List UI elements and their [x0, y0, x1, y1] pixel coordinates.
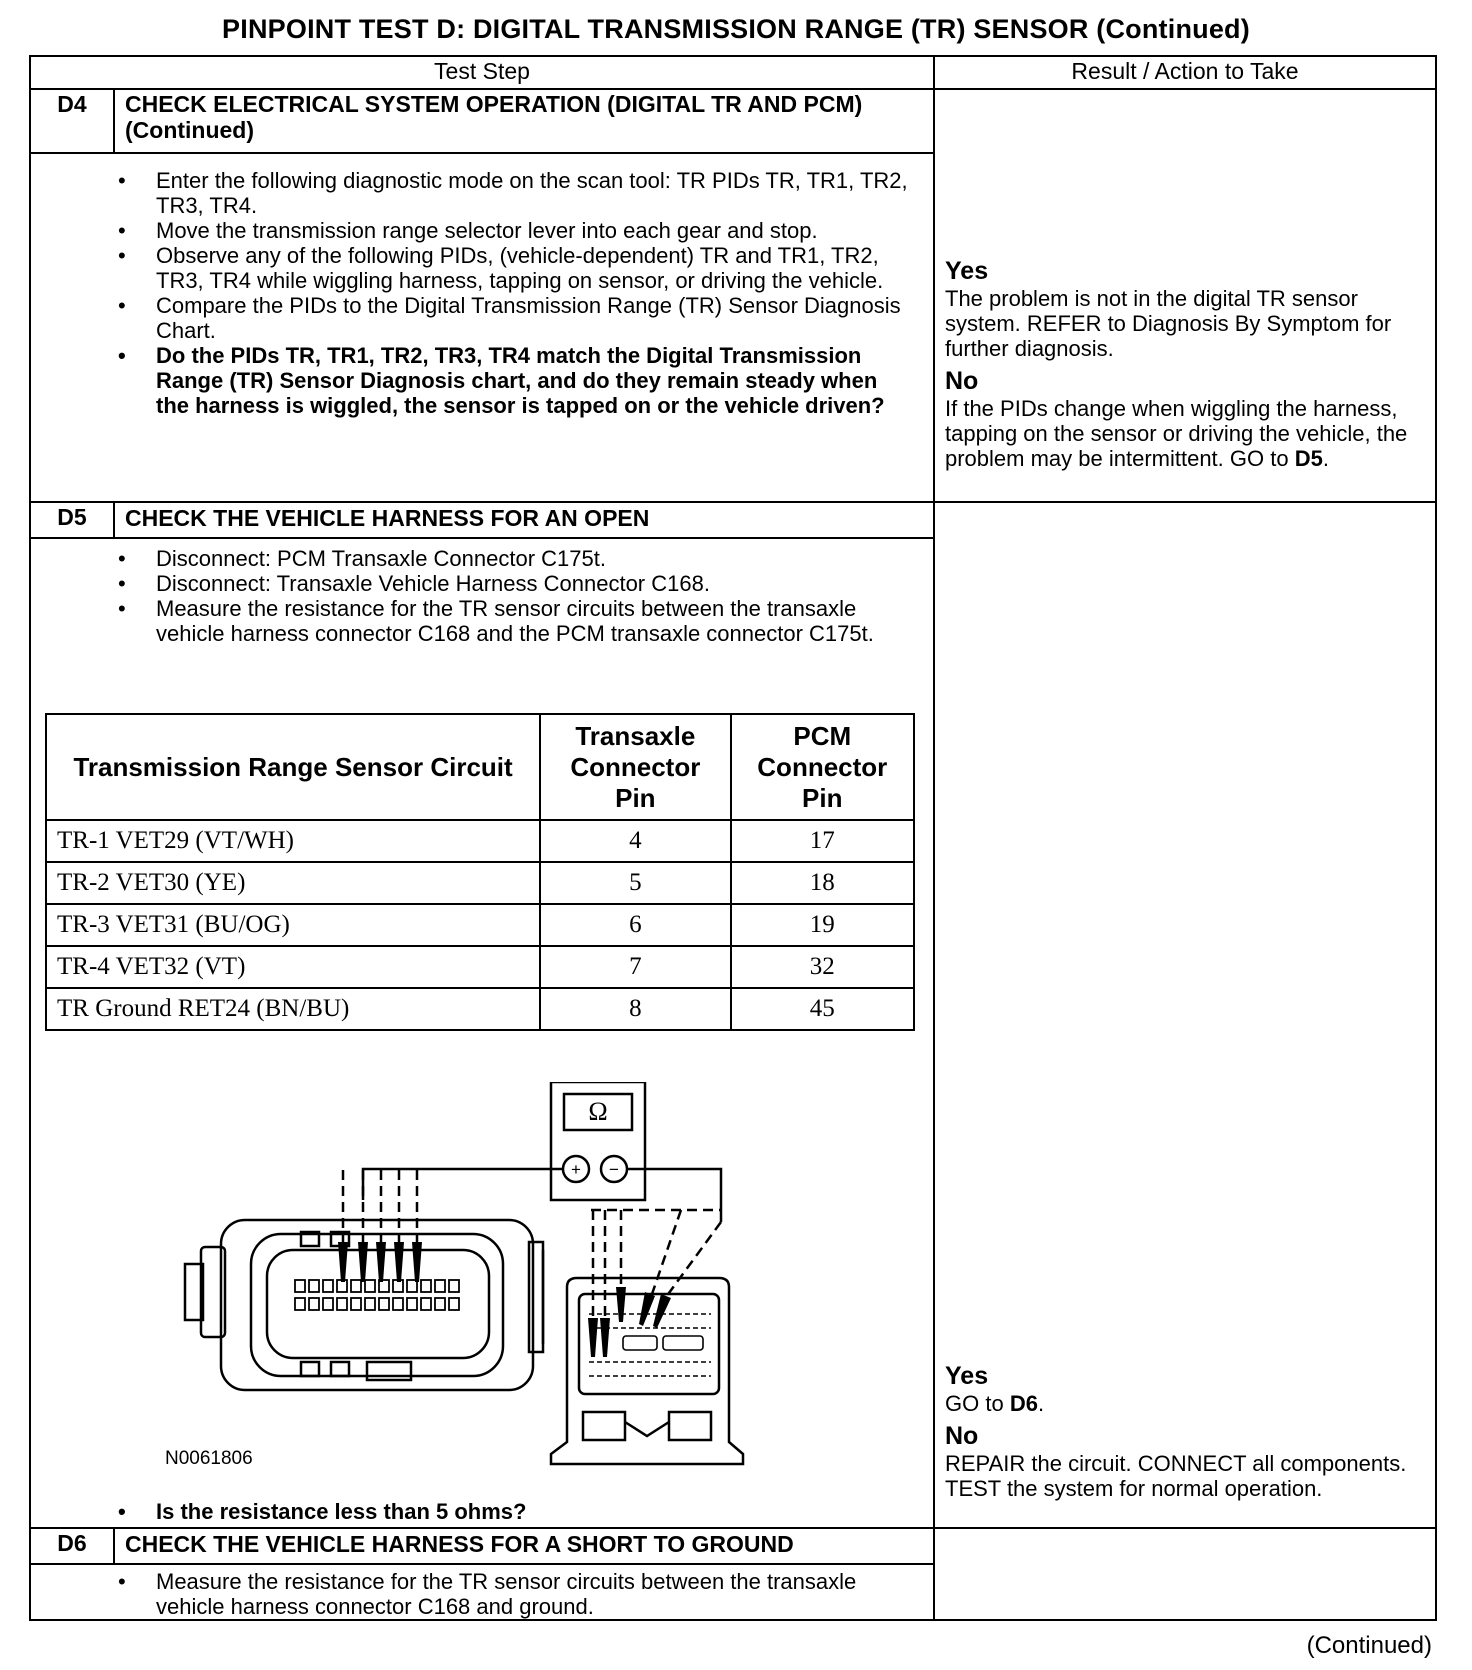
transaxle-pin-cell: 8 [540, 988, 730, 1030]
d5-yes-end: . [1037, 1391, 1045, 1416]
d5-yes-goto: D6 [1009, 1391, 1038, 1416]
d5-step-2: • Disconnect: Transaxle Vehicle Harness Connector C168. [114, 571, 914, 596]
d5-step-1: • Disconnect: PCM Transaxle Connector C175t. [114, 546, 914, 571]
d4-end-divider [31, 501, 1435, 503]
transaxle-pin-cell: 4 [540, 820, 730, 862]
d4-no-end: . [1322, 446, 1329, 471]
negative-lead [627, 1169, 721, 1222]
d5-no-label: No [945, 1422, 979, 1450]
d5-step-id: D5 [57, 504, 87, 530]
table-row [46, 988, 914, 1030]
pin-table-header-row [46, 714, 914, 820]
column-divider [933, 57, 935, 1619]
d5-yes-block [945, 1391, 1427, 1416]
transaxle-probe-wires [343, 1170, 417, 1247]
header-divider [31, 88, 1435, 90]
page-title: PINPOINT TEST D: DIGITAL TRANSMISSION RANGE (TR) SENSOR (Continued) [222, 14, 1250, 44]
ohm-symbol: Ω [588, 1097, 608, 1126]
d4-no-block [945, 396, 1427, 471]
d6-step-1: • Measure the resistance for the TR sensor circuits between the transaxle vehicle harness connector C168 and ground. [114, 1569, 914, 1619]
circuit-cell: TR Ground RET24 (BN/BU) [46, 988, 540, 1030]
d5-step-title: CHECK THE VEHICLE HARNESS FOR AN OPEN [125, 505, 650, 531]
circuit-cell: TR-1 VET29 (VT/WH) [46, 820, 540, 862]
d4-no-text: If the PIDs change when wiggling the harness, tapping on the sensor or driving the vehicle, the problem may be intermittent. GO to [945, 396, 1408, 471]
d4-step-title: CHECK ELECTRICAL SYSTEM OPERATION (DIGITAL TR AND PCM) (Continued) [125, 91, 863, 143]
d4-yes-label: Yes [945, 257, 989, 285]
d5-step-3: • Measure the resistance for the TR sensor circuits between the transaxle vehicle harness connector C168 and the PCM transaxle connector C175t. [114, 596, 914, 646]
pcm-pin-cell: 45 [731, 988, 914, 1030]
d5-id-divider [113, 501, 115, 537]
circuit-header: Transmission Range Sensor Circuit [46, 714, 540, 820]
circuit-cell: TR-4 VET32 (VT) [46, 946, 540, 988]
d5-yes-text: GO to [945, 1391, 1004, 1416]
d4-step-list [114, 168, 914, 418]
d5-result [945, 1362, 1427, 1501]
connector-measurement-diagram [171, 1082, 791, 1482]
d5-question-list [114, 1499, 914, 1524]
transaxle-pin-cell: 5 [540, 862, 730, 904]
circuit-cell: TR-3 VET31 (BU/OG) [46, 904, 540, 946]
transaxle-pin-header: Transaxle Connector Pin [540, 714, 730, 820]
d6-title-divider [31, 1563, 933, 1565]
d5-question: • Is the resistance less than 5 ohms? [114, 1499, 914, 1524]
transaxle-pin-cell: 6 [540, 904, 730, 946]
pin-table [45, 713, 915, 1031]
d5-end-divider [31, 1527, 1435, 1529]
d4-title-divider [31, 152, 933, 154]
d4-yes-text: The problem is not in the digital TR sensor system. REFER to Diagnosis By Symptom for further diagnosis. [945, 286, 1392, 361]
d6-id-divider [113, 1527, 115, 1563]
table-row [46, 820, 914, 862]
d5-no-text: REPAIR the circuit. CONNECT all components. TEST the system for normal operation. [945, 1451, 1407, 1501]
positive-lead [363, 1169, 563, 1200]
d4-step-1: • Enter the following diagnostic mode on the scan tool: TR PIDs TR, TR1, TR2, TR3, TR4. [114, 168, 914, 218]
d4-step-id: D4 [57, 91, 87, 117]
table-row [46, 904, 914, 946]
d6-step-list [114, 1569, 914, 1619]
pcm-pin-cell: 32 [731, 946, 914, 988]
transaxle-pin-cell: 7 [540, 946, 730, 988]
d5-step-list [114, 546, 914, 646]
circuit-cell: TR-2 VET30 (YE) [46, 862, 540, 904]
d6-step-title: CHECK THE VEHICLE HARNESS FOR A SHORT TO GROUND [125, 1531, 794, 1557]
result-header: Result / Action to Take [1071, 58, 1299, 84]
d5-yes-label: Yes [945, 1362, 989, 1390]
continued-footer: (Continued) [1306, 1632, 1432, 1659]
figure-id: N0061806 [165, 1448, 253, 1469]
d4-step-4: • Compare the PIDs to the Digital Transmission Range (TR) Sensor Diagnosis Chart. [114, 293, 914, 343]
pcm-pin-header: PCM Connector Pin [731, 714, 914, 820]
pcm-probe-wires [591, 1210, 721, 1322]
pcm-pin-cell: 19 [731, 904, 914, 946]
d5-title-divider [31, 537, 933, 539]
d4-id-divider [113, 88, 115, 152]
table-row [46, 946, 914, 988]
d4-step-3: • Observe any of the following PIDs, (vehicle-dependent) TR and TR1, TR2, TR3, TR4 while wiggling harness, tapping on sensor, or driving the vehicle. [114, 243, 914, 293]
d6-step-id: D6 [57, 1530, 87, 1556]
minus-symbol: − [609, 1160, 619, 1179]
d4-no-label: No [945, 367, 979, 395]
table-row [46, 862, 914, 904]
pcm-pin-cell: 18 [731, 862, 914, 904]
d4-no-goto: D5 [1294, 446, 1323, 471]
plus-symbol: + [571, 1160, 581, 1179]
d4-question: • Do the PIDs TR, TR1, TR2, TR3, TR4 match the Digital Transmission Range (TR) Sensor Diagnosis chart, and do they remain steady when the harness is wiggled, the sensor is tapped on or the vehicle driven? [114, 343, 914, 418]
d4-step-2: • Move the transmission range selector lever into each gear and stop. [114, 218, 914, 243]
d4-result [945, 257, 1427, 471]
test-step-header: Test Step [434, 58, 530, 84]
pcm-pin-cell: 17 [731, 820, 914, 862]
